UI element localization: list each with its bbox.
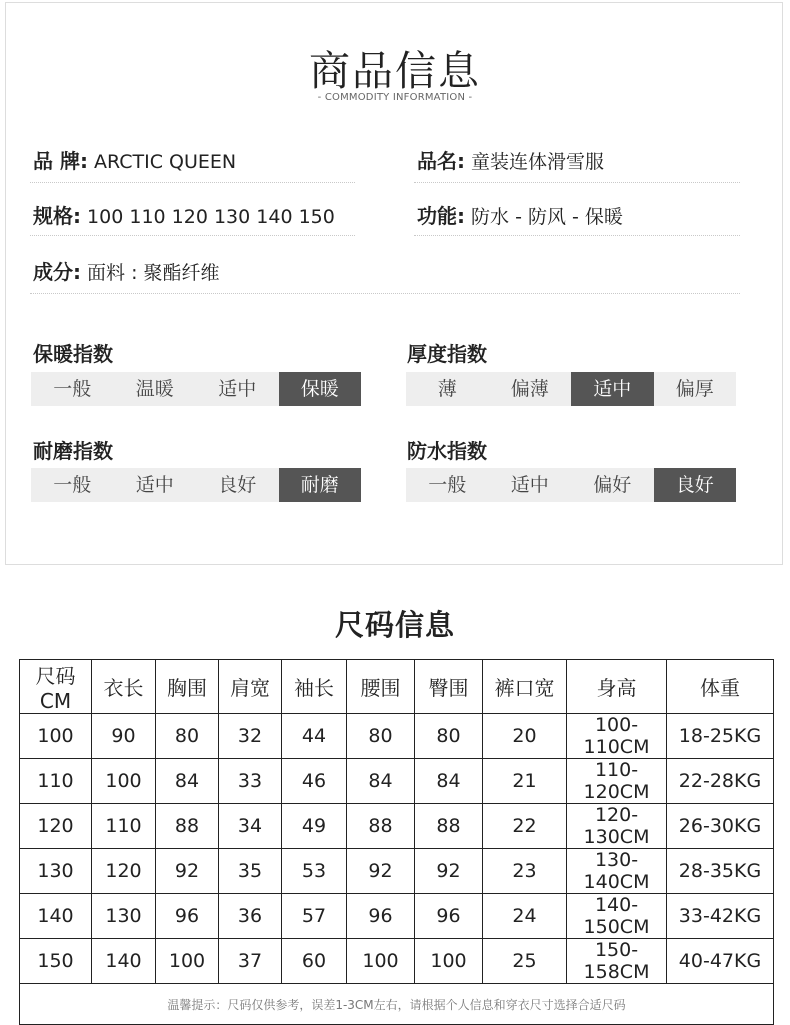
spec-info: [33, 200, 335, 229]
table-cell: 150: [20, 939, 92, 984]
size-info-title: 尺码信息: [334, 608, 455, 642]
table-cell: 130: [20, 849, 92, 894]
table-cell: 84: [156, 759, 219, 804]
warmth-index-bar: [31, 372, 361, 406]
table-cell: 100-110CM: [567, 714, 667, 759]
table-cell: 130: [92, 894, 156, 939]
table-cell: 80: [415, 714, 483, 759]
table-cell: 110: [92, 804, 156, 849]
table-cell: 92: [415, 849, 483, 894]
table-row: [20, 804, 774, 849]
table-cell: 100: [415, 939, 483, 984]
table-cell: 100: [156, 939, 219, 984]
table-cell: 26-30KG: [667, 804, 774, 849]
table-row: [20, 849, 774, 894]
table-cell: 18-25KG: [667, 714, 774, 759]
table-cell: 84: [347, 759, 415, 804]
table-cell: 35: [219, 849, 282, 894]
table-cell: 80: [347, 714, 415, 759]
table-row: [20, 759, 774, 804]
table-cell: 37: [219, 939, 282, 984]
table-cell: 96: [156, 894, 219, 939]
material-info: [33, 256, 220, 285]
table-cell: 92: [156, 849, 219, 894]
table-row: [20, 894, 774, 939]
table-cell: 110: [20, 759, 92, 804]
index-option: 一般: [53, 378, 92, 400]
index-option: 适中: [135, 474, 174, 496]
table-cell: 140: [20, 894, 92, 939]
index-option: 温暖: [135, 378, 174, 400]
table-cell: 46: [282, 759, 347, 804]
material-label: 成分:: [33, 260, 81, 284]
product-name-label: 品名:: [417, 149, 465, 173]
wear-index-bar: [31, 468, 361, 502]
size-table: [19, 659, 774, 1025]
table-cell: 53: [282, 849, 347, 894]
divider: [414, 182, 740, 184]
table-cell: 120: [92, 849, 156, 894]
divider: [414, 235, 740, 237]
waterproof-index-bar: [406, 468, 736, 502]
table-cell: 28-35KG: [667, 849, 774, 894]
wear-index-title: 耐磨指数: [33, 439, 113, 463]
table-cell: 34: [219, 804, 282, 849]
table-cell: 80: [156, 714, 219, 759]
table-cell: 49: [282, 804, 347, 849]
table-cell: 57: [282, 894, 347, 939]
table-cell: 90: [92, 714, 156, 759]
index-option: 偏好: [593, 474, 632, 496]
size-note: 温馨提示：尺码仅供参考，误差1-3CM左右，请根据个人信息和穿衣尺寸选择合适尺码: [20, 984, 774, 1025]
table-cell: 88: [347, 804, 415, 849]
index-option: 薄: [437, 378, 457, 400]
index-option: 一般: [428, 474, 467, 496]
column-header: 体重: [667, 660, 774, 714]
spec-label: 规格:: [33, 204, 81, 228]
table-cell: 33-42KG: [667, 894, 774, 939]
index-option: 良好: [218, 474, 257, 496]
table-cell: 23: [483, 849, 567, 894]
product-name-value: 童装连体滑雪服: [471, 151, 605, 173]
table-cell: 100: [92, 759, 156, 804]
index-option: 耐磨: [279, 468, 362, 502]
divider: [30, 182, 355, 184]
index-option: 适中: [510, 474, 549, 496]
index-option: 保暖: [279, 372, 362, 406]
column-header: 胸围: [156, 660, 219, 714]
table-cell: 22: [483, 804, 567, 849]
index-option: 良好: [654, 468, 737, 502]
table-cell: 36: [219, 894, 282, 939]
table-cell: 100: [347, 939, 415, 984]
index-option: 偏厚: [675, 378, 714, 400]
table-cell: 96: [347, 894, 415, 939]
table-cell: 130-140CM: [567, 849, 667, 894]
table-cell: 88: [415, 804, 483, 849]
table-cell: 120-130CM: [567, 804, 667, 849]
function-value: 防水 - 防风 - 保暖: [471, 206, 623, 228]
table-cell: 140: [92, 939, 156, 984]
spec-value: 100 110 120 130 140 150: [87, 206, 335, 228]
table-cell: 88: [156, 804, 219, 849]
waterproof-index-title: 防水指数: [407, 439, 487, 463]
column-header: 衣长: [92, 660, 156, 714]
column-header: 臀围: [415, 660, 483, 714]
table-cell: 92: [347, 849, 415, 894]
page-subtitle: - COMMODITY INFORMATION -: [317, 92, 473, 103]
table-cell: 44: [282, 714, 347, 759]
table-cell: 150-158CM: [567, 939, 667, 984]
table-cell: 33: [219, 759, 282, 804]
table-cell: 40-47KG: [667, 939, 774, 984]
function-info: [417, 200, 623, 229]
divider: [30, 293, 740, 295]
table-cell: 20: [483, 714, 567, 759]
table-cell: 120: [20, 804, 92, 849]
brand-label: 品 牌:: [33, 149, 88, 173]
table-note-row: [20, 984, 774, 1025]
warmth-index-title: 保暖指数: [33, 342, 113, 366]
brand-info: [33, 145, 236, 174]
divider: [30, 235, 355, 237]
table-cell: 32: [219, 714, 282, 759]
thickness-index-bar: [406, 372, 736, 406]
brand-value: ARCTIC QUEEN: [94, 151, 237, 173]
table-cell: 60: [282, 939, 347, 984]
index-option: 一般: [53, 474, 92, 496]
table-cell: 21: [483, 759, 567, 804]
table-cell: 24: [483, 894, 567, 939]
table-cell: 96: [415, 894, 483, 939]
function-label: 功能:: [417, 204, 465, 228]
column-header: 腰围: [347, 660, 415, 714]
column-header: 肩宽: [219, 660, 282, 714]
table-cell: 22-28KG: [667, 759, 774, 804]
table-cell: 84: [415, 759, 483, 804]
table-row: [20, 939, 774, 984]
index-option: 适中: [218, 378, 257, 400]
page-title: 商品信息: [309, 47, 481, 95]
table-cell: 100: [20, 714, 92, 759]
thickness-index-title: 厚度指数: [407, 342, 487, 366]
material-value: 面料 : 聚酯纤维: [87, 262, 220, 284]
column-header: 裤口宽: [483, 660, 567, 714]
table-cell: 110-120CM: [567, 759, 667, 804]
column-header: 袖长: [282, 660, 347, 714]
column-header: 身高: [567, 660, 667, 714]
table-cell: 25: [483, 939, 567, 984]
product-name-info: [417, 145, 604, 174]
table-cell: 140-150CM: [567, 894, 667, 939]
table-row: [20, 714, 774, 759]
column-header: 尺码CM: [20, 660, 92, 714]
index-option: 适中: [571, 372, 654, 406]
table-header-row: [20, 660, 774, 714]
index-option: 偏薄: [510, 378, 549, 400]
